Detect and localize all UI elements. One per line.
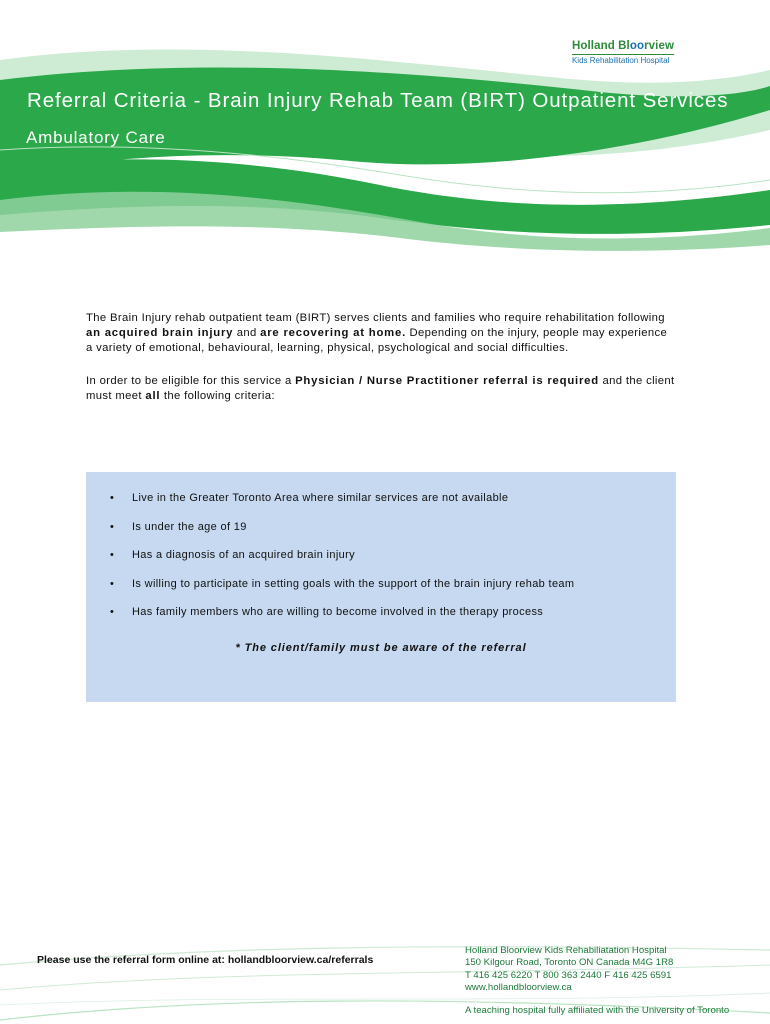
criteria-note: * The client/family must be aware of the referral xyxy=(235,642,527,654)
criteria-item: • Is under the age of 19 xyxy=(110,520,247,533)
criteria-item: • Has a diagnosis of an acquired brain injury xyxy=(110,549,355,561)
referral-note: Please use the referral form online at: hollandbloorview.ca/referrals xyxy=(37,954,374,966)
criteria-item: • Live in the Greater Toronto Area where similar services are not available xyxy=(110,492,509,504)
address-line: T 416 425 6220 T 800 363 2440 F 416 425 6591 xyxy=(465,969,672,981)
website-link[interactable]: www.hollandbloorview.ca xyxy=(465,981,572,993)
logo-name: Holland Bloorview xyxy=(571,40,674,52)
bullet-icon: • xyxy=(110,577,115,590)
hospital-logo xyxy=(572,40,674,65)
affiliation-note: A teaching hospital fully affiliated with the University of Toronto xyxy=(465,1005,730,1016)
criteria-list xyxy=(106,491,574,634)
intro-text xyxy=(86,311,676,422)
address-line: Holland Bloorview Kids Rehabiliatation Hospital xyxy=(465,945,667,956)
page-subtitle: Ambulatory Care xyxy=(26,128,166,147)
page-title: Referral Criteria - Brain Injury Rehab Team (BIRT) Outpatient Services xyxy=(27,89,729,112)
hospital-address xyxy=(465,945,673,994)
eligibility-paragraph: In order to be eligible for this service a Physician / Nurse Practitioner referral is required and the client must meet all the following criteria: xyxy=(86,375,675,402)
logo-subtitle: Kids Rehabilitation Hospital xyxy=(572,54,674,65)
bullet-icon: • xyxy=(110,492,115,504)
bullet-icon: • xyxy=(110,606,115,618)
criteria-item: • Has family members who are willing to become involved in the therapy process xyxy=(110,606,544,618)
address-line: 150 Kilgour Road, Toronto ON Canada M4G 1R8 xyxy=(465,957,674,969)
bullet-icon: • xyxy=(110,549,115,561)
bullet-icon: • xyxy=(110,520,115,533)
intro-paragraph: The Brain Injury rehab outpatient team (BIRT) serves clients and families who require rehabilitation following an acquired brain injury and are recovering at home. Depending on the injury, people may experience a variety of emotional, behavioural, learning, physical, psychological and social difficulties. xyxy=(86,312,668,354)
criteria-item: • Is willing to participate in setting goals with the support of the brain injury rehab team xyxy=(110,577,575,590)
criteria-box xyxy=(86,472,676,702)
